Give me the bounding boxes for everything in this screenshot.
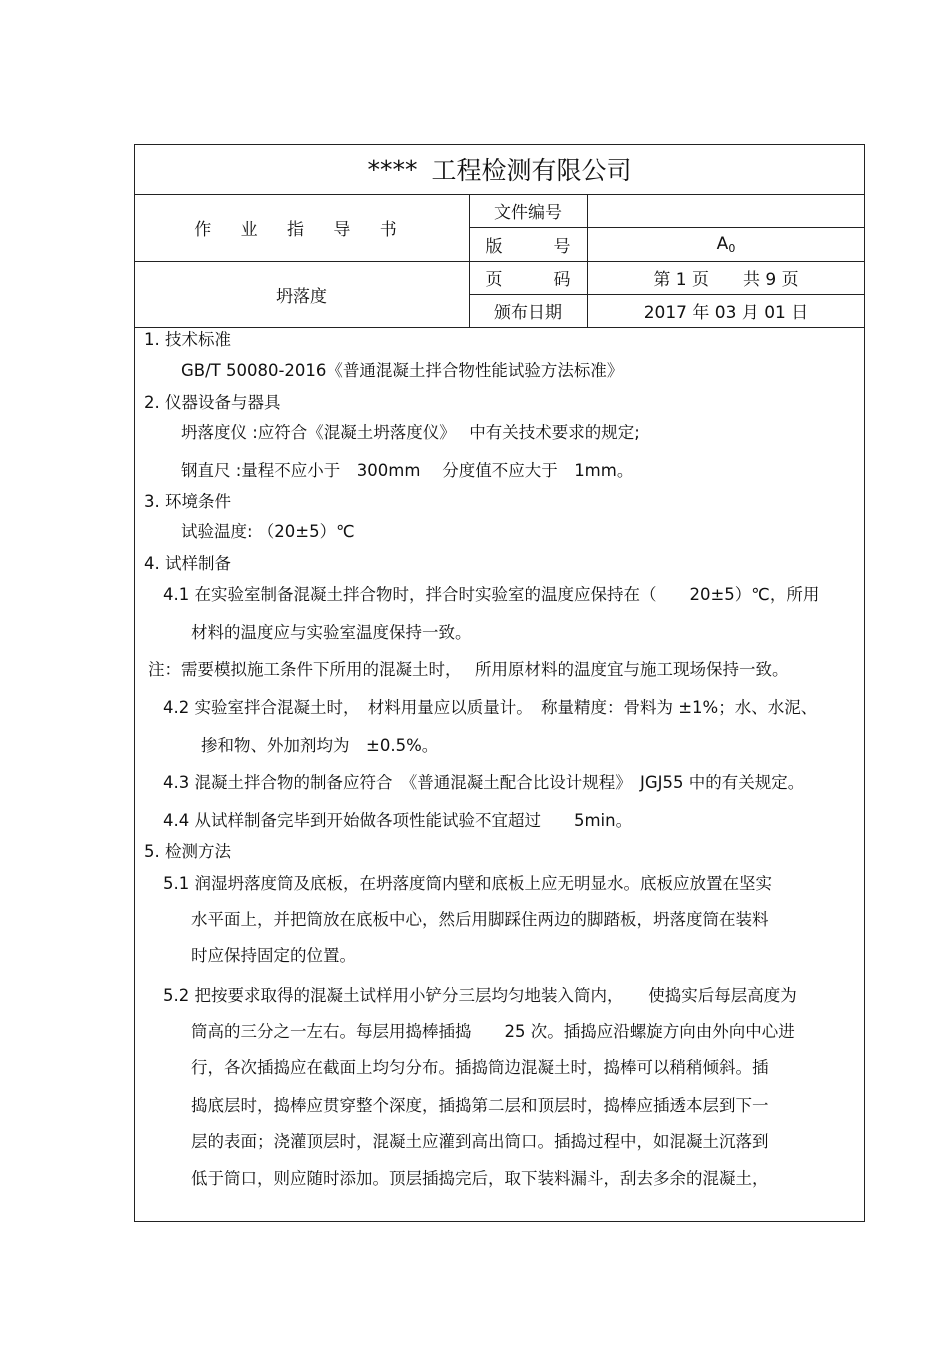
doc-no-value [587, 194, 865, 227]
section-4-3-line: 4.3 混凝土拌合物的制备应符合 《普通混凝土配合比设计规程》 JGJ55 中的有关规定。 [163, 773, 805, 792]
section-3-heading: 3. 环境条件 [144, 492, 231, 511]
section-5-2-line-4: 捣底层时，捣棒应贯穿整个深度，插捣第二层和顶层时，捣棒应插透本层到下一 [191, 1096, 769, 1115]
section-5-1-line-2: 水平面上，并把筒放在底板中心，然后用脚踩住两边的脚踏板，坍落度筒在装料 [191, 910, 769, 929]
section-1-heading: 1. 技术标准 [144, 330, 231, 349]
company-name: 工程检测有限公司 [431, 156, 632, 185]
section-2-line-1: 坍落度仪 :应符合《混凝土坍落度仪》 中有关技术要求的规定; [181, 423, 640, 442]
section-4-2-line-1: 4.2 实验室拌合混凝土时， 材料用量应以质量计。 称量精度：骨料为 ±1%；水、水泥、 [163, 698, 818, 717]
section-4-heading: 4. 试样制备 [144, 554, 231, 573]
section-4-1-line-1: 4.1 在实验室制备混凝土拌合物时，拌合时实验室的温度应保持在（ 20±5）℃，所用 [163, 585, 820, 604]
divider [134, 327, 865, 328]
section-2-heading: 2. 仪器设备与器具 [144, 393, 281, 412]
section-1-line-1: GB/T 50080-2016《普通混凝土拌合物性能试验方法标准》 [181, 361, 624, 380]
section-5-2-line-3: 行，各次插捣应在截面上均匀分布。插捣筒边混凝土时，捣棒可以稍稍倾斜。插 [191, 1058, 769, 1077]
version-subscript: 0 [728, 241, 736, 255]
section-4-4-line: 4.4 从试样制备完毕到开始做各项性能试验不宜超过 5min。 [163, 811, 633, 830]
doc-type: 作 业 指 导 书 [194, 220, 409, 240]
page-label: 页 码 [485, 270, 571, 290]
section-3-line-1: 试验温度: （20±5）℃ [181, 522, 355, 541]
section-5-1-line-1: 5.1 润湿坍落度筒及底板，在坍落度筒内壁和底板上应无明显水。底板应放置在坚实 [163, 874, 772, 893]
section-2-line-2: 钢直尺 :量程不应小于 300mm 分度值不应大于 1mm。 [181, 461, 634, 480]
date-value: 2017 年 03 月 01 日 [643, 303, 809, 323]
section-5-2-line-5: 层的表面；浇灌顶层时，混凝土应灌到高出筒口。插捣过程中，如混凝土沉落到 [191, 1132, 769, 1151]
subject: 坍落度 [276, 286, 327, 307]
company-title [134, 144, 865, 194]
section-5-2-line-2: 筒高的三分之一左右。每层用捣棒插捣 25 次。插捣应沿螺旋方向由外向中心进 [191, 1022, 795, 1041]
company-stars: **** [367, 154, 418, 184]
note-line: 注：需要模拟施工条件下所用的混凝土时， 所用原材料的温度宜与施工现场保持一致。 [148, 660, 789, 679]
section-5-heading: 5. 检测方法 [144, 842, 231, 861]
doc-no-label: 文件编号 [494, 203, 562, 223]
section-4-1-line-2: 材料的温度应与实验室温度保持一致。 [191, 623, 472, 642]
page-value: 第 1 页 共 9 页 [653, 270, 799, 290]
section-4-2-line-2: 掺和物、外加剂均为 ±0.5%。 [201, 736, 439, 755]
section-5-1-line-3: 时应保持固定的位置。 [191, 946, 356, 965]
section-5-2-line-6: 低于筒口，则应随时添加。顶层插捣完后，取下装料漏斗，刮去多余的混凝土， [191, 1169, 769, 1188]
version-label: 版 号 [485, 236, 571, 257]
date-label: 颁布日期 [494, 303, 562, 323]
section-5-2-line-1: 5.2 把按要求取得的混凝土试样用小铲分三层均匀地装入筒内， 使捣实后每层高度为 [163, 986, 797, 1005]
version-value [587, 227, 865, 261]
version-letter: A [716, 234, 729, 254]
